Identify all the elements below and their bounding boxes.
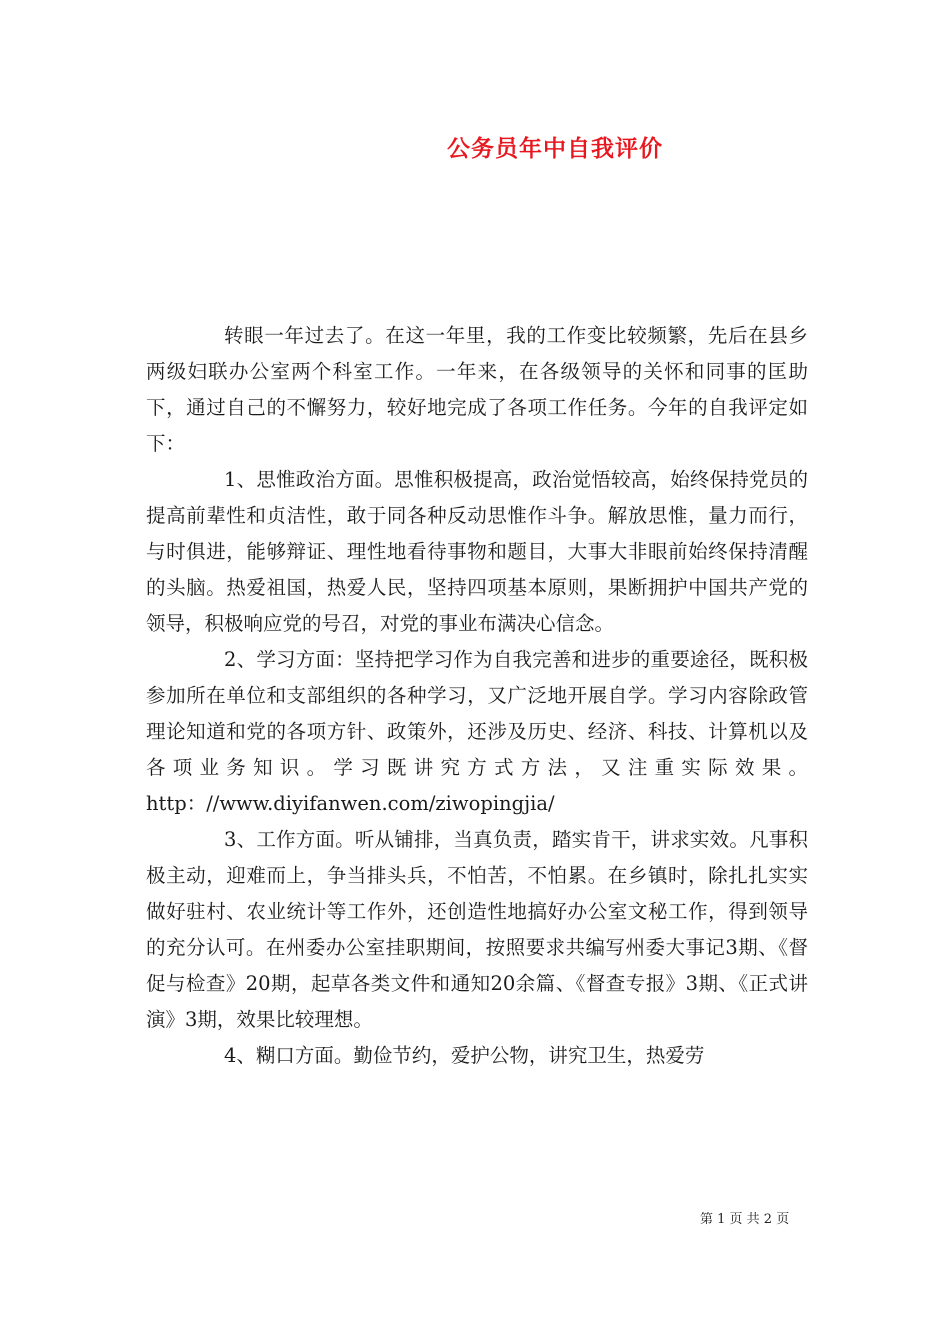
page-number-footer xyxy=(700,1208,789,1227)
paragraph-intro: 转眼一年过去了。在这一年里，我的工作变比较频繁，先后在县乡两级妇联办公室两个科室工作。一年来，在各级领导的关怀和同事的匡助下，通过自己的不懈努力，较好地完成了各项工作任务。今年的自我评定如下： xyxy=(146,324,808,455)
paragraph-life: 4、糊口方面。勤俭节约，爱护公物，讲究卫生，热爱劳 xyxy=(224,1044,705,1067)
document-body xyxy=(146,318,808,1074)
paragraph-work: 3、工作方面。听从铺排，当真负责，踏实肯干，讲求实效。凡事积极主动，迎难而上，争当排头兵，不怕苦，不怕累。在乡镇时，除扎扎实实做好驻村、农业统计等工作外，还创造性地搞好办公室文秘工作，得到领导的充分认可。在州委办公室挂职期间，按照要求共编写州委大事记3期、《督促与检查》20期，起草各类文件和通知20余篇、《督查专报》3期、《正式讲演》3期，效果比较理想。 xyxy=(146,828,808,1031)
page-number-label: 第 1 页 共 2 页 xyxy=(700,1212,790,1227)
document-title: 公务员年中自我评价 xyxy=(447,135,663,162)
paragraph-study: 2、学习方面：坚持把学习作为自我完善和进步的重要途径，既积极参加所在单位和支部组织的各种学习，又广泛地开展自学。学习内容除政管理论知道和党的各项方针、政策外，还涉及历史、经济、科技、计算机以及各项业务知识。学习既讲究方式方法，又注重实际效果。http：//www.diyifanwen.com/ziwopingjia/ xyxy=(146,648,808,815)
paragraph-ideology: 1、思惟政治方面。思惟积极提高，政治觉悟较高，始终保持党员的提高前辈性和贞洁性，敢于同各种反动思惟作斗争。解放思惟，量力而行，与时俱进，能够辩证、理性地看待事物和题目，大事大非眼前始终保持清醒的头脑。热爱祖国，热爱人民，坚持四项基本原则，果断拥护中国共产党的领导，积极响应党的号召，对党的事业布满决心信念。 xyxy=(146,468,808,635)
